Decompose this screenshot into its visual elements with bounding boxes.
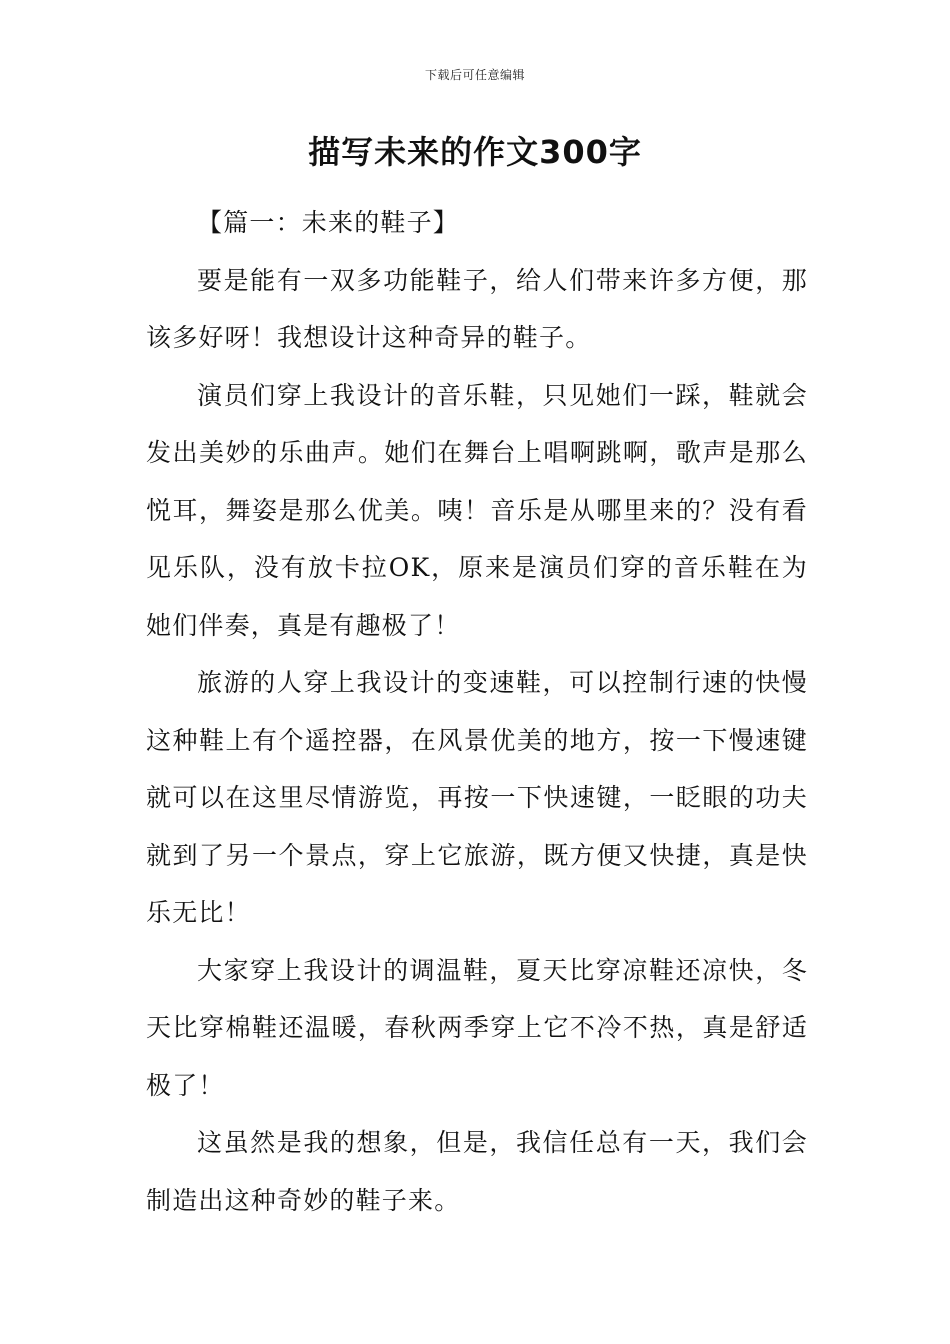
paragraph-intro: 要是能有一双多功能鞋子，给人们带来许多方便，那该多好呀！我想设计这种奇异的鞋子。 [146,265,808,352]
paragraph-speed-shoes: 旅游的人穿上我设计的变速鞋，可以控制行速的快慢这种鞋上有个遥控器，在风景优美的地方，按一下慢速键就可以在这里尽情游览，再按一下快速键，一眨眼的功夫就到了另一个景点，穿上它旅游，既方便又快捷，真是快乐无比！ [146,668,808,927]
section-heading: 【篇一：未来的鞋子】 [197,208,460,237]
paragraph-conclusion: 这虽然是我的想象，但是，我信任总有一天，我们会制造出这种奇妙的鞋子来。 [146,1128,808,1215]
paragraph-music-shoes: 演员们穿上我设计的音乐鞋，只见她们一踩，鞋就会发出美妙的乐曲声。她们在舞台上唱啊跳啊，歌声是那么悦耳，舞姿是那么优美。咦！音乐是从哪里来的？没有看见乐队，没有放卡拉OK，原来是演员们穿的音乐鞋在为她们伴奏，真是有趣极了！ [146,380,808,640]
paragraph-temperature-shoes: 大家穿上我设计的调温鞋，夏天比穿凉鞋还凉快，冬天比穿棉鞋还温暖，春秋两季穿上它不冷不热，真是舒适极了！ [146,955,808,1100]
document-body [146,194,808,1229]
document-title: 描写未来的作文300字 [308,133,642,171]
header-note: 下载后可任意编辑 [424,68,525,82]
